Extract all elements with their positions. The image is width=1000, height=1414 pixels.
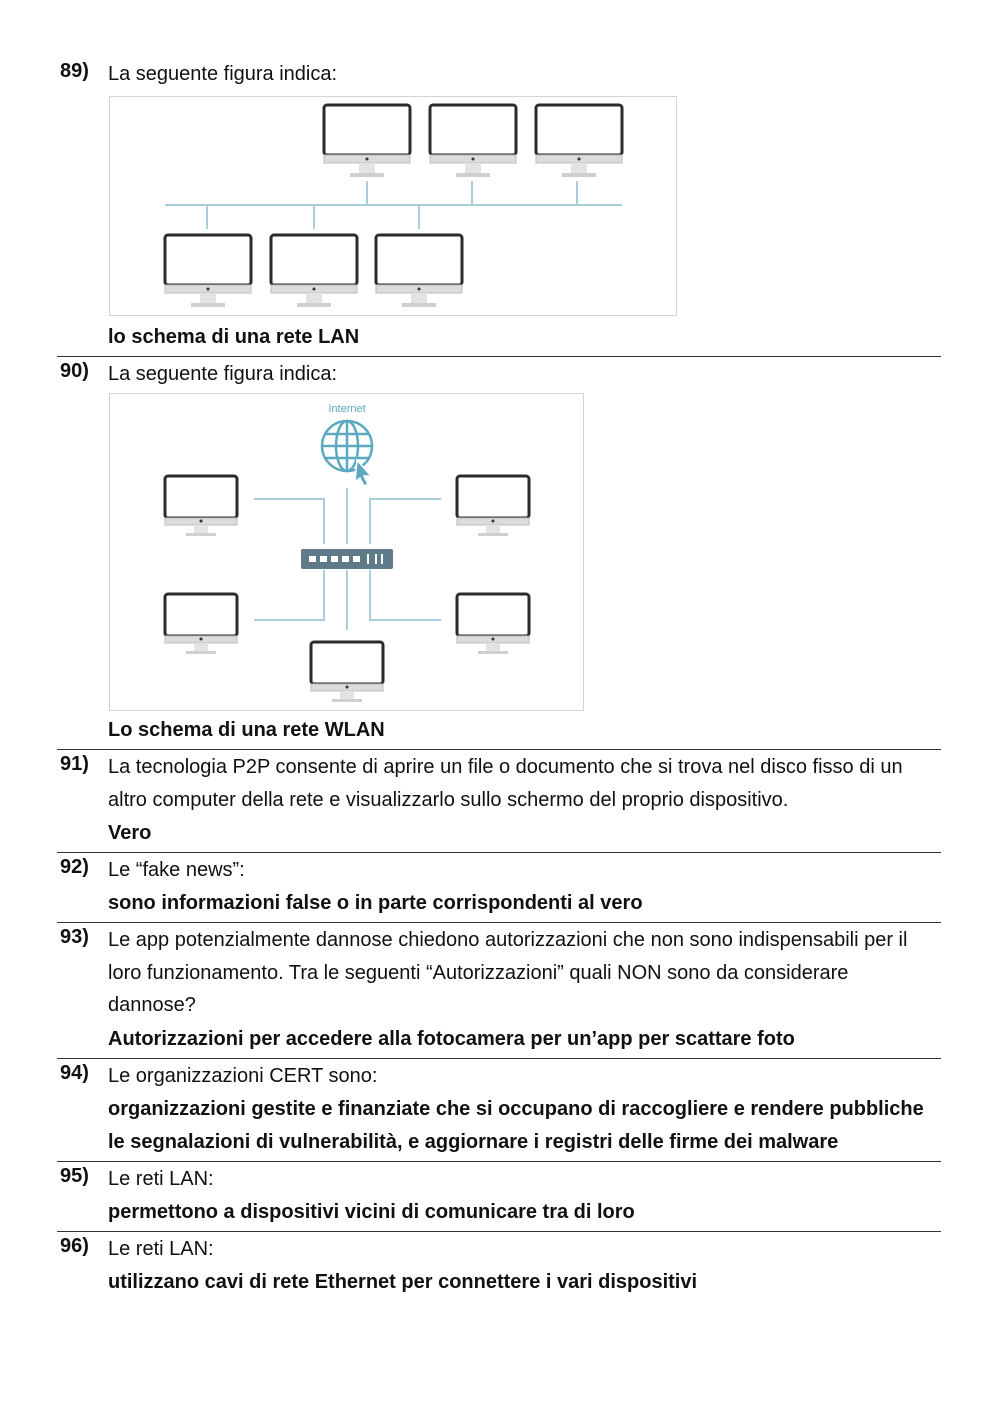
question-answer: lo schema di una rete LAN	[108, 326, 360, 348]
computer-icon	[311, 642, 383, 702]
computer-icon	[165, 594, 237, 654]
computer-icon	[376, 235, 462, 307]
divider	[57, 356, 941, 357]
question-number: 96)	[60, 1235, 89, 1257]
computer-icon	[165, 235, 251, 307]
question-answer: Autorizzazioni per accedere alla fotocamera per un’app per scattare foto	[108, 1028, 795, 1050]
question-answer: utilizzano cavi di rete Ethernet per connettere i vari dispositivi	[108, 1271, 698, 1293]
question-text: La seguente figura indica:	[108, 363, 338, 385]
question-answer: permettono a dispositivi vicini di comunicare tra di loro	[108, 1201, 635, 1223]
wlan-diagram-svg	[110, 394, 583, 710]
question-number: 89)	[60, 60, 89, 82]
computer-icon	[457, 594, 529, 654]
computer-icon	[271, 235, 357, 307]
wlan-diagram	[109, 393, 584, 711]
lan-cables	[165, 181, 622, 229]
question-text: Le app potenzialmente dannose chiedono autorizzazioni che non sono indispensabili per il loro funzionamento. Tra le seguenti “Autorizzazioni” quali NON sono da considerare dannose?	[108, 929, 908, 1016]
divider	[57, 852, 941, 853]
question-text: La tecnologia P2P consente di aprire un file o documento che si trova nel disco fisso di un altro computer della rete e visualizzarlo sullo schermo del proprio dispositivo.	[108, 756, 903, 811]
question-text: Le organizzazioni CERT sono:	[108, 1065, 378, 1087]
question-text: Le reti LAN:	[108, 1168, 214, 1190]
question-number: 95)	[60, 1165, 89, 1187]
question-number: 91)	[60, 753, 89, 775]
question-answer: organizzazioni gestite e finanziate che si occupano di raccogliere e rendere pubbliche le segnalazioni di vulnerabilità, e aggiornare i registri delle firme dei malware	[108, 1098, 924, 1153]
question-number: 94)	[60, 1062, 89, 1084]
question-answer: sono informazioni false o in parte corrispondenti al vero	[108, 892, 643, 914]
question-number: 93)	[60, 926, 89, 948]
computer-icon	[430, 105, 516, 177]
question-text: La seguente figura indica:	[108, 63, 338, 85]
lan-diagram	[109, 96, 677, 316]
question-answer: Vero	[108, 822, 152, 844]
divider	[57, 922, 941, 923]
divider	[57, 1161, 941, 1162]
question-number: 90)	[60, 360, 89, 382]
internet-label: Internet	[328, 403, 366, 415]
lan-diagram-svg	[110, 97, 676, 315]
globe-icon	[322, 421, 372, 486]
question-answer: Lo schema di una rete WLAN	[108, 719, 385, 741]
computer-icon	[536, 105, 622, 177]
computer-icon	[324, 105, 410, 177]
network-switch-icon	[301, 549, 393, 569]
computer-icon	[457, 476, 529, 536]
divider	[57, 1058, 941, 1059]
question-text: Le reti LAN:	[108, 1238, 214, 1260]
question-number: 92)	[60, 856, 89, 878]
divider	[57, 749, 941, 750]
divider	[57, 1231, 941, 1232]
computer-icon	[165, 476, 237, 536]
question-text: Le “fake news”:	[108, 859, 245, 881]
